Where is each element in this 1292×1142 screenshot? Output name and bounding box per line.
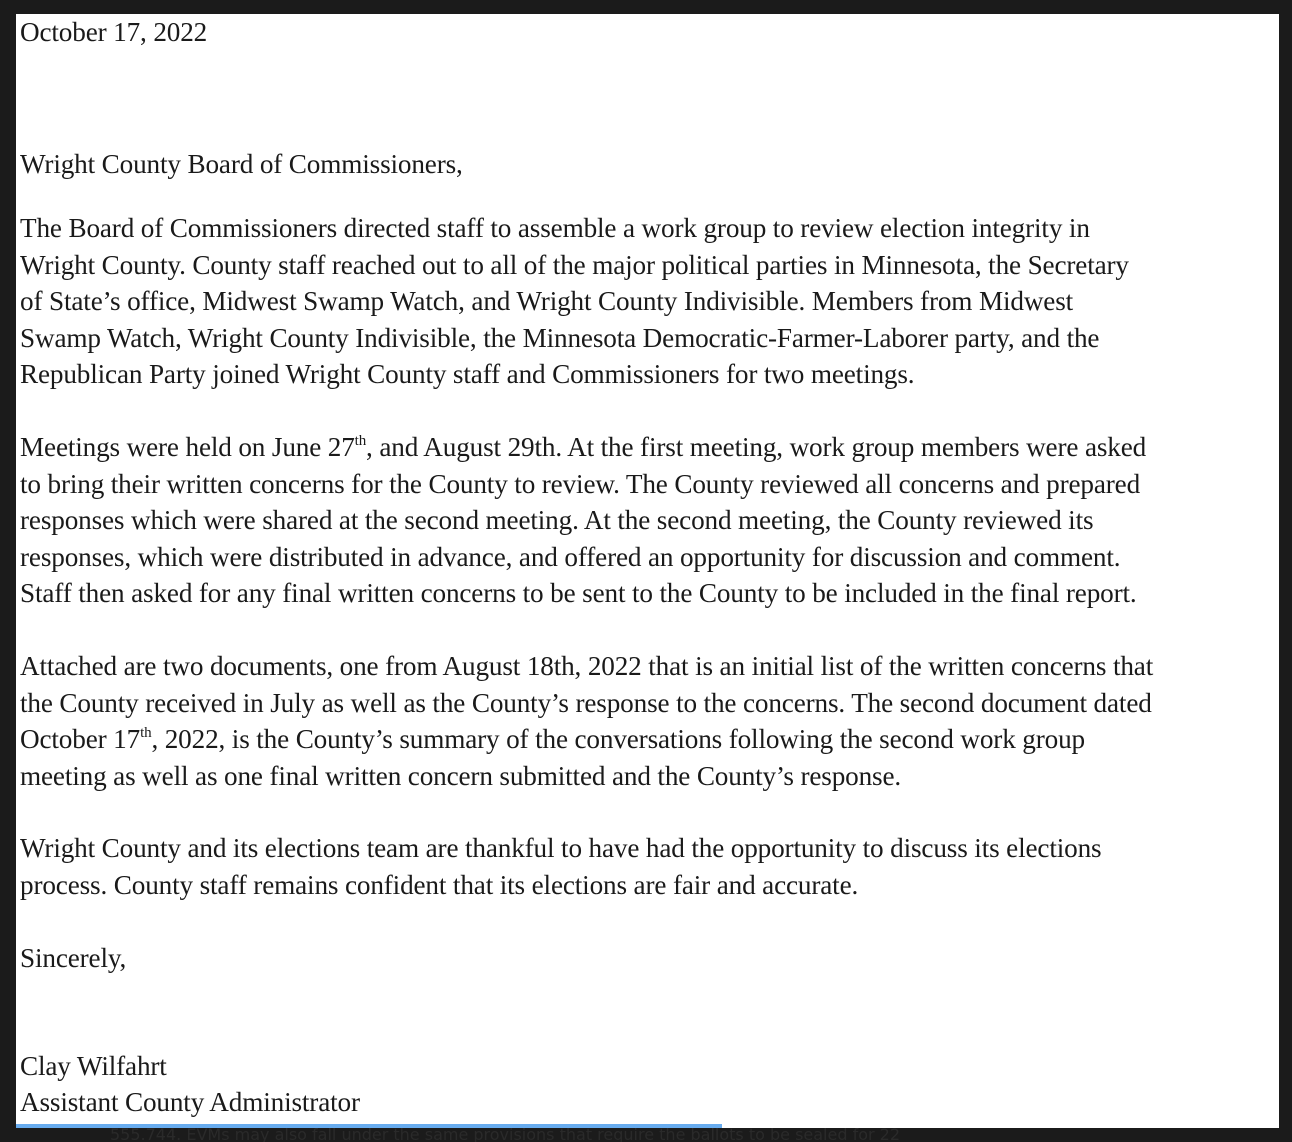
text-run: Meetings were held on June 27	[20, 432, 355, 462]
paragraph-line: Wright County. County staff reached out to all of the major political parties in Minnesota, the Secretary	[20, 249, 1129, 280]
letter-date: October 17, 2022	[20, 17, 208, 47]
paragraph-line: Staff then asked for any final written concerns to be sent to the County to be included in the final report.	[20, 578, 1137, 608]
underlying-document-text: 555.744. EVMs may also fall under the same provisions that require the ballots to be sealed for 22	[110, 1128, 901, 1142]
paragraph-line: Swamp Watch, Wright County Indivisible, the Minnesota Democratic-Farmer-Laborer party, and the	[20, 322, 1100, 353]
text-run: October 17	[20, 724, 141, 754]
paragraph-line: The Board of Commissioners directed staff to assemble a work group to review election integrity in	[20, 213, 1090, 243]
paragraph-line: Republican Party joined Wright County staff and Commissioners for two meetings.	[20, 359, 915, 389]
ordinal-suffix: th	[354, 433, 367, 449]
letter-page	[16, 14, 1279, 1128]
paragraph-line: Attached are two documents, one from August 18th, 2022 that is an initial list of the written concerns that	[20, 651, 1154, 681]
text-run: , 2022, is the County’s summary of the conversations following the second work group	[151, 724, 1085, 754]
paragraph-line	[20, 723, 1085, 755]
paragraph-line: responses, which were distributed in advance, and offered an opportunity for discussion and comment.	[20, 541, 1121, 572]
signer-title: Assistant County Administrator	[20, 1087, 360, 1117]
paragraph-line: to bring their written concerns for the County to review. The County reviewed all concerns and prepared	[20, 468, 1141, 499]
letter-salutation: Wright County Board of Commissioners,	[20, 149, 463, 179]
paragraph-line	[20, 431, 1146, 463]
paragraph-line: of State’s office, Midwest Swamp Watch, and Wright County Indivisible. Members from Midwest	[20, 286, 1074, 316]
text-run: , and August 29th. At the first meeting, work group members were asked	[366, 432, 1147, 462]
letter-closing: Sincerely,	[20, 943, 127, 973]
paragraph-line: meeting as well as one final written concern submitted and the County’s response.	[20, 760, 902, 791]
paragraph-line: the County received in July as well as the County’s response to the concerns. The second document dated	[20, 687, 1152, 718]
signer-name: Clay Wilfahrt	[20, 1051, 167, 1081]
paragraph-line: process. County staff remains confident that its elections are fair and accurate.	[20, 869, 859, 900]
paragraph-line: responses which were shared at the second meeting. At the second meeting, the County reviewed its	[20, 505, 1094, 535]
ordinal-suffix: th	[140, 725, 152, 741]
paragraph-line: Wright County and its elections team are thankful to have had the opportunity to discuss its elections	[20, 833, 1102, 863]
